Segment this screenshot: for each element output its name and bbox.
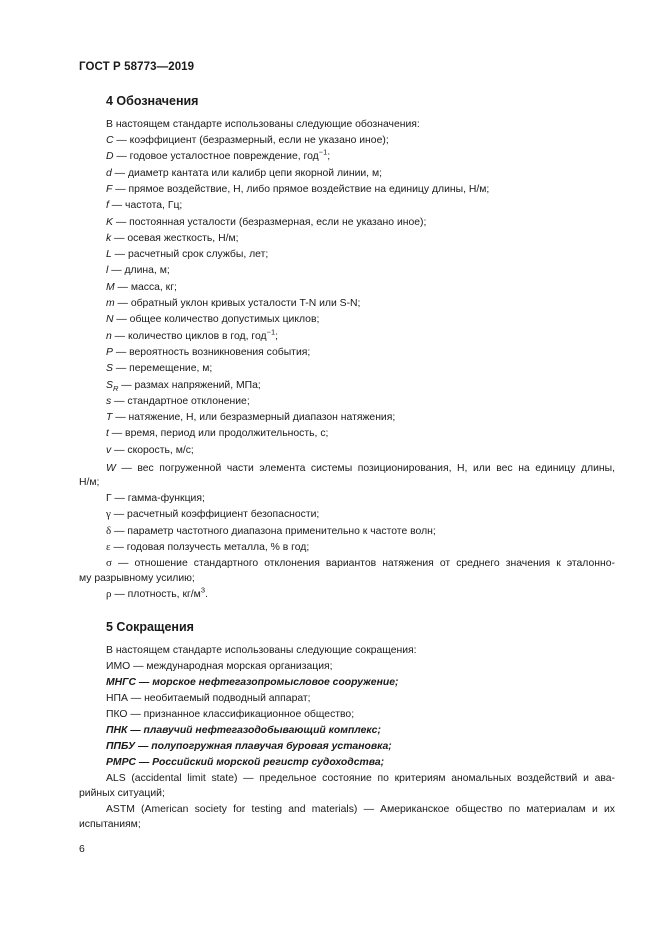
symbol-item [106,411,395,424]
symbol-description: — длина, м; [108,265,170,277]
symbol-item-w: W — вес погруженной части элемента системы позиционирования, Н, или вес на единицу длины, [106,463,615,474]
greek-symbol: ε [106,540,111,553]
symbol: t [106,428,109,440]
symbol-description: — постоянная усталости (безразмерная, если не указано иное); [112,216,427,228]
greek-symbol-description: — годовая ползучесть металла, % в год; [110,541,310,553]
symbol-item [106,297,360,310]
symbol-item [106,183,489,196]
symbol-item [106,395,250,408]
symbol-description: — перемещение, м; [112,363,213,375]
symbol-description: — обратный уклон кривых усталости T-N или S-N; [114,298,361,309]
symbol: m [106,298,115,309]
symbol: d [106,167,112,179]
symbol-subscript: R [112,383,119,393]
symbol-description: — частота, Гц; [108,200,183,212]
symbol-item-rho: ρ — плотность, $кг/м^3$. [106,585,208,600]
symbol: K [106,216,113,228]
symbol: D [106,151,114,163]
abbr-imo: ИМО — международная морская организация; [106,661,333,672]
symbol-description: — время, период или продолжительность, с; [108,428,329,440]
symbol: k [106,232,112,244]
symbol-description: — коэффициент (безразмерный, если не указано иное); [113,135,389,146]
greek-symbol: δ [106,524,112,537]
symbol-item [106,167,382,180]
symbol-item [106,248,268,261]
greek-symbol-description: — параметр частотного диапазона применительно к частоте волн; [111,525,436,537]
symbol: f [106,200,109,212]
symbol-description: — скорость, м/с; [111,444,194,456]
symbol: P [106,346,113,358]
symbol-item [106,147,331,163]
greek-symbol-description: — гамма-функция; [111,493,205,504]
greek-symbol-item [106,541,309,554]
section-5-intro: В настоящем стандарте использованы следующие сокращения: [106,645,417,656]
greek-symbol-item [106,525,436,538]
symbol-item [106,379,261,392]
symbol-description: — диаметр кантата или калибр цепи якорной линии, м; [111,167,382,179]
abbr-mngs: МНГС — морское нефтегазопромысловое сооружение; [106,677,399,688]
symbol: S [106,379,113,391]
symbol-item [106,232,239,245]
symbol-description: — вероятность возникновения события; [112,346,311,358]
symbol-description: — количество циклов в год, год [111,330,267,342]
symbol: C [106,135,114,146]
symbol-item-sigma-cont: му разрывному усилию; [79,573,195,584]
symbol-item-sigma: σ — отношение стандартного отклонения вариантов натяжения от среднего значения к эталонно- [106,557,615,569]
symbol: S [106,363,113,375]
symbol: F [106,183,113,195]
greek-symbol-description: — расчетный коэффициент безопасности; [110,509,320,521]
symbol-item [106,444,194,457]
section-4-intro: В настоящем стандарте использованы следующие обозначения: [106,119,420,130]
symbol-description: — размах напряжений, МПа; [118,379,261,391]
symbol-item [106,313,319,326]
symbol-superscript: −1 [266,327,276,337]
abbr-astm-cont: испытаниям; [79,819,141,830]
symbol-tail: ; [327,151,331,163]
symbol: l [106,265,109,277]
symbol-item [106,427,328,440]
greek-symbol-item [106,492,205,505]
document-header: ГОСТ Р 58773—2019 [79,61,195,73]
symbol: v [106,444,112,456]
symbol: s [106,395,112,407]
greek-symbol: γ [106,508,111,521]
symbol: L [106,249,112,261]
symbol-item [106,216,426,229]
symbol-description: — прямое воздействие, Н, либо прямое воздействие на единицу длины, Н/м; [112,183,490,195]
section-4-title: 4 Обозначения [106,94,199,108]
symbol-item [106,327,279,343]
greek-symbol-item [106,508,319,521]
symbol-superscript: −1 [318,147,328,157]
section-5-title: 5 Сокращения [106,620,194,634]
symbol-item [106,134,389,147]
symbol-description: — стандартное отклонение; [111,395,250,407]
symbol-tail: ; [275,330,279,342]
symbol: N [106,314,114,326]
symbol-description: — расчетный срок службы, лет; [111,249,269,261]
abbr-als-cont: рийных ситуаций; [79,788,165,799]
symbol-item-w-cont: Н/м; [79,477,100,488]
abbr-pko: ПКО — признанное классификационное общество; [106,709,355,720]
symbol-item [106,346,310,359]
symbol-item [106,264,170,277]
abbr-rmrs: РМРС — Российский морской регистр судоходства; [106,757,385,768]
greek-symbol: Г [106,493,112,504]
symbol-item [106,362,212,375]
abbr-als: ALS (accidental limit state) — предельное состояние по критериям аномальных воздействий и ава- [106,773,615,784]
symbol-description: — годовое усталостное повреждение, год [113,151,319,163]
symbol-description: — осевая жесткость, Н/м; [111,232,239,244]
symbol-item [106,281,177,294]
abbr-astm: ASTM (American society for testing and materials) — Американское общество по материалам и их [106,804,615,815]
symbol: n [106,330,112,342]
page-number: 6 [79,844,85,855]
symbol: M [106,281,115,293]
symbol-description: — масса, кг; [114,281,177,293]
abbr-ppbu: ППБУ — полупогружная плавучая буровая установка; [106,741,392,752]
abbr-npa: НПА — необитаемый подводный аппарат; [106,693,311,704]
symbol: T [106,412,113,424]
abbr-pnk: ПНК — плавучий нефтегазодобывающий комплекс; [106,725,381,736]
symbol-description: — натяжение, Н, или безразмерный диапазон натяжения; [112,412,396,424]
symbol-item [106,199,182,212]
symbol-description: — общее количество допустимых циклов; [113,314,320,326]
